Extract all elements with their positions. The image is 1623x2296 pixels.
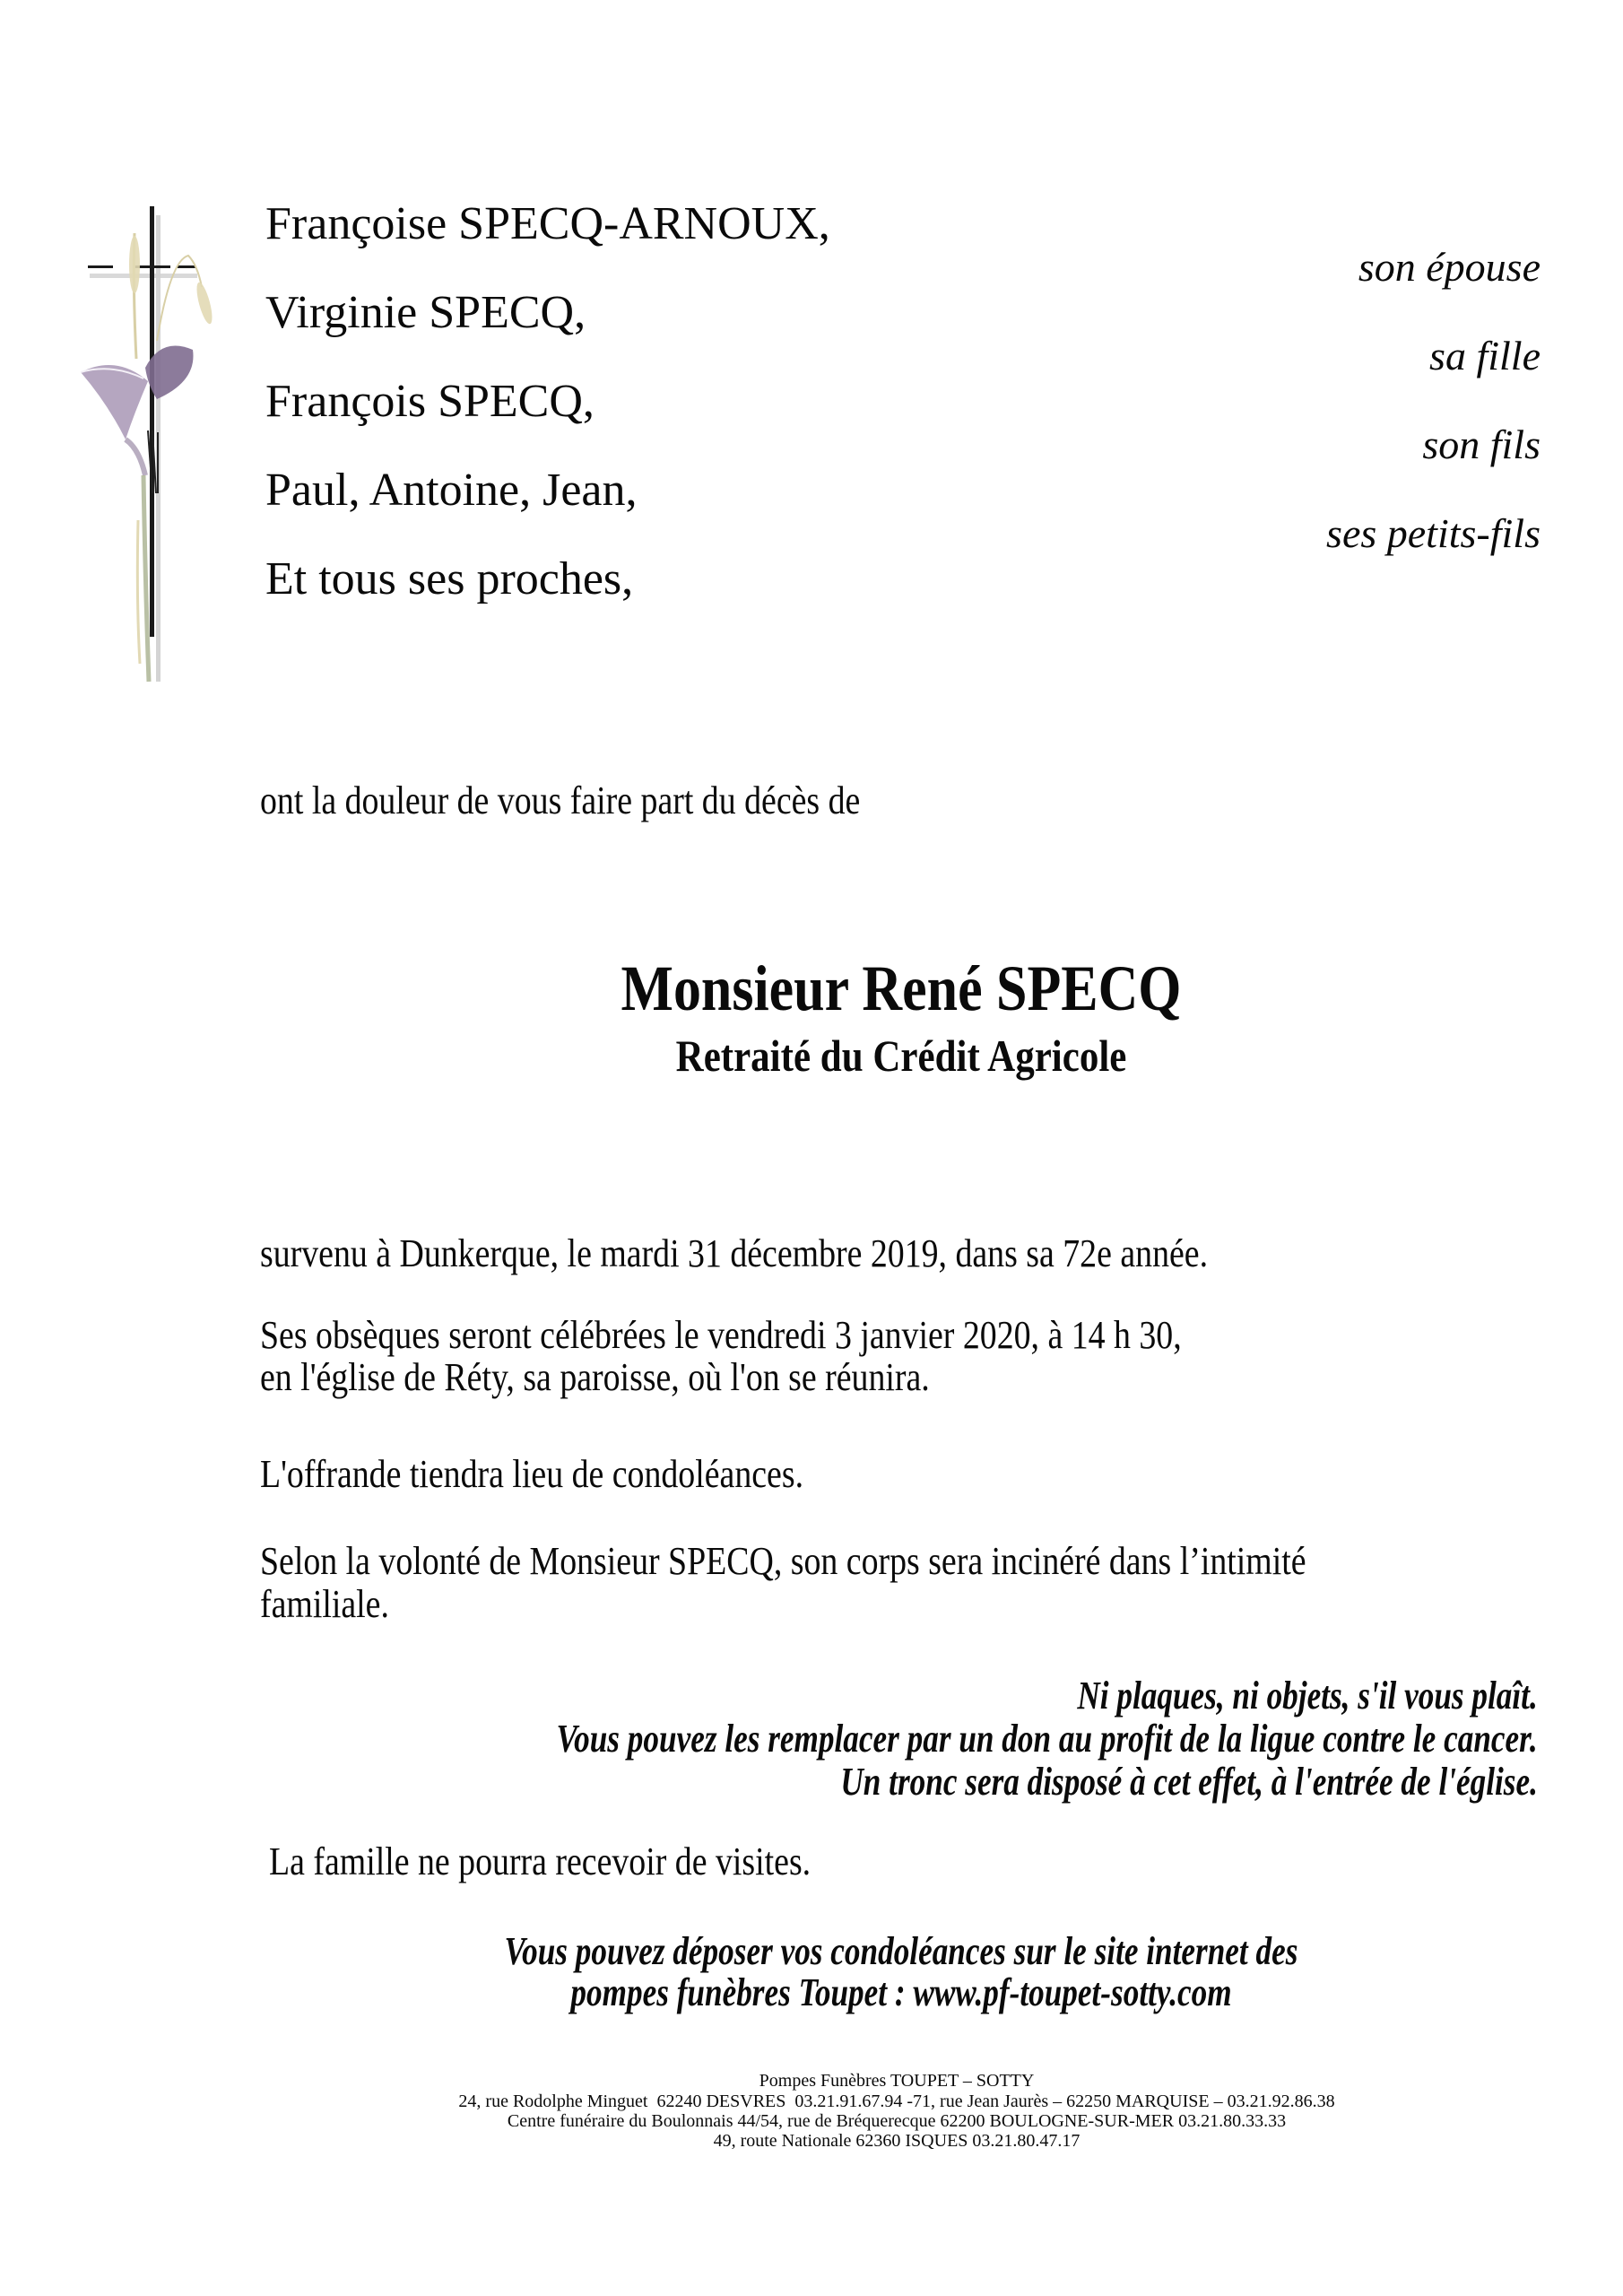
family-member: Françoise SPECQ-ARNOUX, — [265, 198, 830, 249]
relation-label: sa fille — [1429, 333, 1541, 378]
request-line: Un tronc sera disposé à cet effet, à l'entrée de l'église. — [840, 1760, 1538, 1804]
request-line: Vous pouvez les remplacer par un don au profit de la ligue contre le cancer. — [556, 1717, 1538, 1761]
family-member: Et tous ses proches, — [265, 553, 634, 604]
condolences-line: Vous pouvez déposer vos condoléances sur le site internet des — [504, 1929, 1298, 1973]
offering-note: L'offrande tiendra lieu de condoléances. — [260, 1452, 804, 1496]
relation-label: son épouse — [1358, 244, 1541, 290]
request-line: Ni plaques, ni objets, s'il vous plaît. — [1077, 1674, 1538, 1718]
family-member: François SPECQ, — [265, 376, 595, 427]
footer-company: Pompes Funèbres TOUPET – SOTTY — [759, 2071, 1035, 2091]
announcement-text: ont la douleur de vous faire part du décès de — [260, 778, 861, 822]
footer-address: Centre funéraire du Boulonnais 44/54, rue de Bréquerecque 62200 BOULOGNE-SUR-MER 03.21.80.33.33 — [507, 2111, 1287, 2131]
cremation-note: Selon la volonté de Monsieur SPECQ, son corps sera incinéré dans l’intimité — [260, 1539, 1306, 1583]
funeral-details: en l'église de Réty, sa paroisse, où l'on se réunira. — [260, 1355, 930, 1399]
cremation-note: familiale. — [260, 1582, 389, 1626]
deceased-name: Monsieur René SPECQ — [621, 952, 1182, 1024]
funeral-details: Ses obsèques seront célébrées le vendredi 3 janvier 2020, à 14 h 30, — [260, 1313, 1182, 1357]
footer-address: 49, route Nationale 62360 ISQUES 03.21.80.47.17 — [713, 2131, 1081, 2151]
family-member: Virginie SPECQ, — [265, 287, 586, 338]
relation-label: ses petits-fils — [1326, 510, 1541, 556]
visits-note: La famille ne pourra recevoir de visites. — [269, 1839, 812, 1883]
death-details: survenu à Dunkerque, le mardi 31 décembre 2019, dans sa 72e année. — [260, 1231, 1209, 1275]
deceased-title: Retraité du Crédit Agricole — [675, 1031, 1127, 1081]
footer-address: 24, rue Rodolphe Minguet 62240 DESVRES 03.21.91.67.94 -71, rue Jean Jaurès – 62250 MARQUISE – 03.21.92.86.38 — [458, 2092, 1335, 2111]
cross-lily-icon — [63, 179, 242, 700]
relation-label: son fils — [1422, 422, 1541, 467]
family-member: Paul, Antoine, Jean, — [265, 465, 638, 516]
condolences-link[interactable]: pompes funèbres Toupet : www.pf-toupet-sotty.com — [570, 1970, 1232, 2014]
